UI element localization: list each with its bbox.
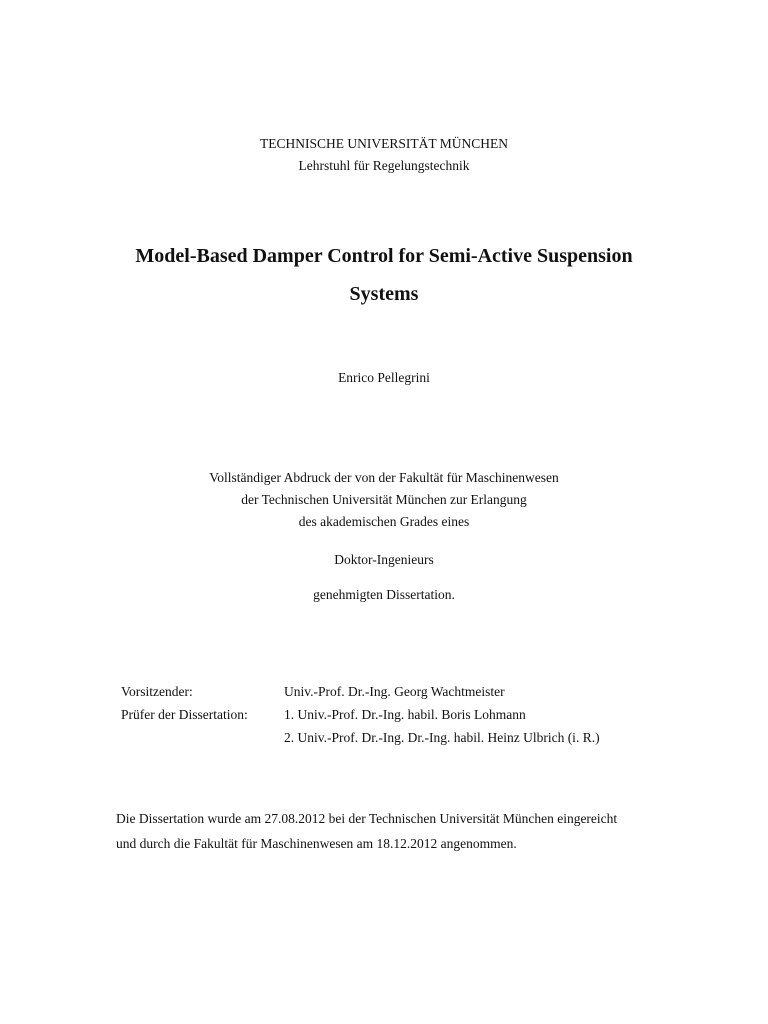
thesis-title [0, 237, 768, 313]
chair-name: Lehrstuhl für Regelungstechnik [298, 158, 470, 173]
submission-line-2: der Technischen Universität München zur Erlangung [241, 492, 527, 507]
degree-name: Doktor-Ingenieurs [334, 552, 434, 567]
committee-role: Prüfer der Dissertation: [121, 707, 248, 722]
submission-line-3: des akademischen Grades eines [298, 514, 470, 529]
statement-line-1: Die Dissertation wurde am 27.08.2012 bei der Technischen Universität München eingereicht [116, 811, 618, 826]
statement-line-2: und durch die Fakultät für Maschinenwesen am 18.12.2012 angenommen. [116, 836, 517, 851]
committee-row [121, 726, 600, 749]
submission-block [0, 467, 768, 533]
committee-member: 2. Univ.-Prof. Dr.-Ing. Dr.-Ing. habil. Heinz Ulbrich (i. R.) [284, 730, 600, 745]
committee-role-empty [121, 726, 284, 749]
header-block [0, 133, 768, 177]
committee-row [121, 703, 600, 726]
committee-row [121, 680, 600, 703]
committee-role: Vorsitzender: [121, 684, 193, 699]
thesis-title-line-1: Model-Based Damper Control for Semi-Active Suspension [135, 245, 633, 267]
committee-member: 1. Univ.-Prof. Dr.-Ing. habil. Boris Lohmann [284, 707, 526, 722]
committee-member: Univ.-Prof. Dr.-Ing. Georg Wachtmeister [284, 684, 505, 699]
author-name: Enrico Pellegrini [338, 370, 430, 385]
approval-text: genehmigten Dissertation. [313, 587, 455, 602]
thesis-title-line-2: Systems [349, 283, 419, 305]
university-name: TECHNISCHE UNIVERSITÄT MÜNCHEN [260, 136, 508, 151]
submission-statement [116, 806, 716, 856]
submission-line-1: Vollständiger Abdruck der von der Fakultät für Maschinenwesen [209, 470, 559, 485]
committee-table [121, 680, 600, 749]
